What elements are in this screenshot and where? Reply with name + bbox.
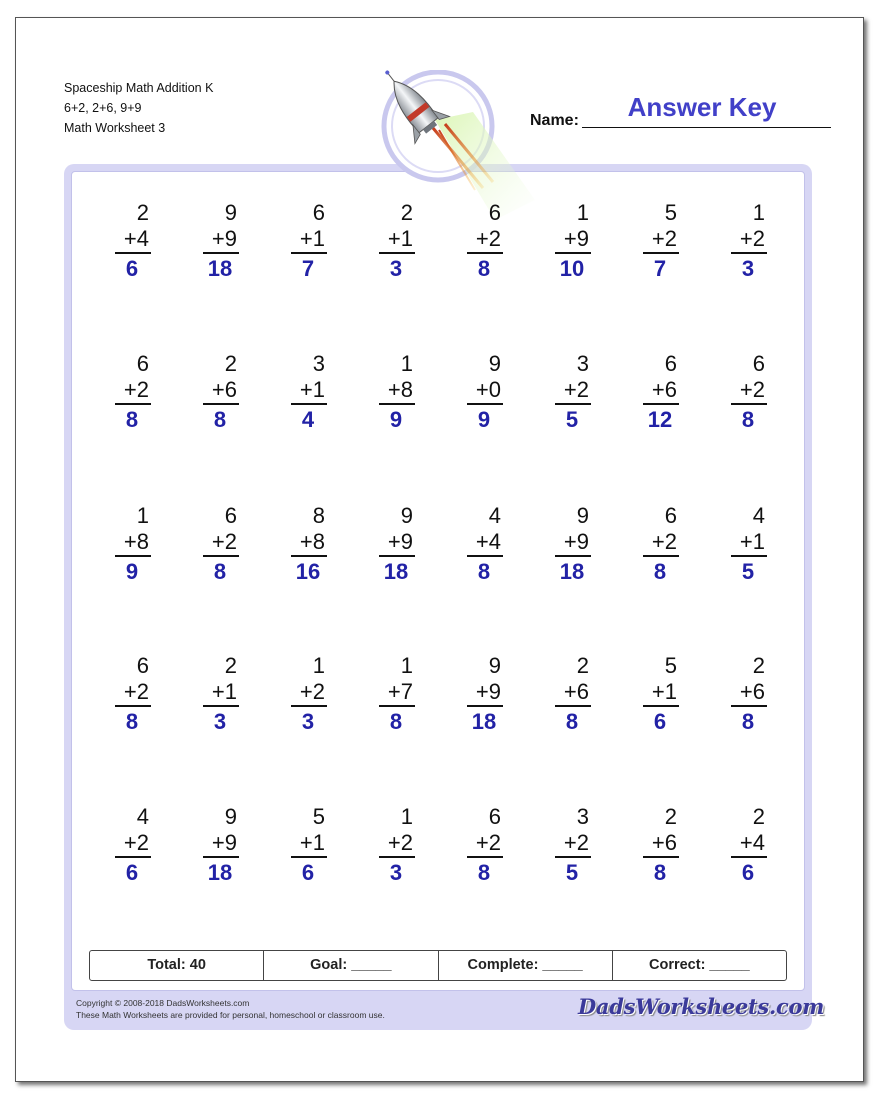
addend-bottom: +1	[299, 377, 325, 402]
addend-bottom: +2	[475, 830, 501, 855]
answer: 8	[477, 256, 491, 281]
addend-top: 2	[576, 653, 589, 678]
problem-1-7	[629, 200, 691, 284]
answer: 18	[207, 860, 233, 885]
addend-top: 6	[488, 200, 501, 225]
addend-top: 3	[312, 351, 325, 376]
problem-5-7	[629, 804, 691, 888]
problem-3-2	[189, 503, 251, 587]
problem-1-4	[365, 200, 427, 284]
addend-top: 6	[664, 503, 677, 528]
problem-2-8	[717, 351, 779, 435]
addend-top: 3	[576, 351, 589, 376]
problem-4-8	[717, 653, 779, 737]
answer: 10	[559, 256, 585, 281]
addend-top: 9	[488, 653, 501, 678]
problem-2-5	[453, 351, 515, 435]
problem-2-7	[629, 351, 691, 435]
answer: 8	[125, 407, 139, 432]
answer: 5	[741, 559, 755, 584]
problem-5-8	[717, 804, 779, 888]
addend-bottom: +2	[739, 377, 765, 402]
addend-bottom: +2	[651, 529, 677, 554]
addend-bottom: +2	[475, 226, 501, 251]
answer: 16	[295, 559, 321, 584]
problem-3-3	[277, 503, 339, 587]
problem-5-2	[189, 804, 251, 888]
name-line	[582, 127, 831, 128]
problem-4-6	[541, 653, 603, 737]
addend-bottom: +1	[299, 830, 325, 855]
answer: 5	[565, 407, 579, 432]
usage-notice: These Math Worksheets are provided for personal, homeschool or classroom use.	[76, 1010, 385, 1020]
answer: 8	[125, 709, 139, 734]
answer: 6	[301, 860, 315, 885]
addend-bottom: +2	[739, 226, 765, 251]
problem-4-2	[189, 653, 251, 737]
answer: 18	[207, 256, 233, 281]
problem-5-4	[365, 804, 427, 888]
answer: 7	[301, 256, 315, 281]
problem-5-5	[453, 804, 515, 888]
problem-4-7	[629, 653, 691, 737]
addend-top: 8	[312, 503, 325, 528]
addend-bottom: +6	[563, 679, 589, 704]
answer: 5	[565, 860, 579, 885]
addend-bottom: +2	[123, 377, 149, 402]
answer: 8	[477, 559, 491, 584]
problem-5-3	[277, 804, 339, 888]
addend-bottom: +2	[563, 830, 589, 855]
addend-bottom: +7	[387, 679, 413, 704]
answer: 8	[741, 407, 755, 432]
addend-bottom: +2	[299, 679, 325, 704]
addend-bottom: +9	[211, 830, 237, 855]
addend-top: 9	[224, 804, 237, 829]
problem-1-3	[277, 200, 339, 284]
problem-2-6	[541, 351, 603, 435]
addend-top: 2	[224, 351, 237, 376]
addend-top: 4	[488, 503, 501, 528]
problem-1-6	[541, 200, 603, 284]
addend-bottom: +1	[651, 679, 677, 704]
addend-top: 6	[664, 351, 677, 376]
addend-bottom: +0	[475, 377, 501, 402]
addend-top: 1	[576, 200, 589, 225]
problem-4-3	[277, 653, 339, 737]
worksheet-facts: 6+2, 2+6, 9+9	[64, 101, 142, 115]
answer: 3	[741, 256, 755, 281]
addend-bottom: +6	[651, 377, 677, 402]
answer: 8	[741, 709, 755, 734]
answer: 6	[653, 709, 667, 734]
addend-top: 9	[400, 503, 413, 528]
addend-bottom: +2	[123, 830, 149, 855]
problem-3-5	[453, 503, 515, 587]
answer: 8	[213, 559, 227, 584]
answer: 9	[477, 407, 491, 432]
answer: 18	[383, 559, 409, 584]
addend-bottom: +6	[211, 377, 237, 402]
addend-bottom: +4	[123, 226, 149, 251]
addend-top: 9	[224, 200, 237, 225]
problem-4-5	[453, 653, 515, 737]
addend-top: 9	[576, 503, 589, 528]
goal-field: Goal: _____	[264, 951, 438, 980]
problems-panel	[71, 171, 805, 991]
addend-top: 1	[312, 653, 325, 678]
copyright-text: Copyright © 2008-2018 DadsWorksheets.com	[76, 998, 250, 1008]
answer: 3	[389, 256, 403, 281]
total-count: Total: 40	[90, 951, 264, 980]
problem-1-8	[717, 200, 779, 284]
complete-field: Complete: _____	[439, 951, 613, 980]
score-bar	[89, 950, 787, 981]
addend-bottom: +8	[299, 529, 325, 554]
addend-top: 1	[400, 351, 413, 376]
addend-bottom: +9	[563, 529, 589, 554]
problem-3-1	[101, 503, 163, 587]
answer: 8	[565, 709, 579, 734]
answer: 8	[653, 860, 667, 885]
addend-top: 6	[136, 653, 149, 678]
worksheet-title: Spaceship Math Addition K	[64, 81, 214, 95]
addend-bottom: +9	[563, 226, 589, 251]
addend-bottom: +2	[123, 679, 149, 704]
addend-top: 2	[136, 200, 149, 225]
addend-bottom: +4	[739, 830, 765, 855]
addend-top: 1	[400, 804, 413, 829]
addend-top: 5	[312, 804, 325, 829]
answer: 3	[301, 709, 315, 734]
footer-copyright-block	[76, 997, 385, 1021]
addend-bottom: +6	[739, 679, 765, 704]
answer: 12	[647, 407, 673, 432]
addend-top: 6	[224, 503, 237, 528]
problem-3-7	[629, 503, 691, 587]
problem-3-6	[541, 503, 603, 587]
answer: 6	[125, 860, 139, 885]
answer: 3	[213, 709, 227, 734]
addend-top: 5	[664, 653, 677, 678]
problem-4-1	[101, 653, 163, 737]
problem-5-6	[541, 804, 603, 888]
addend-top: 6	[312, 200, 325, 225]
name-label: Name:	[530, 112, 579, 129]
addend-bottom: +6	[651, 830, 677, 855]
problem-1-5	[453, 200, 515, 284]
addend-top: 6	[136, 351, 149, 376]
addend-bottom: +9	[211, 226, 237, 251]
answer: 6	[741, 860, 755, 885]
addend-top: 4	[136, 804, 149, 829]
problem-3-4	[365, 503, 427, 587]
problem-2-1	[101, 351, 163, 435]
problem-1-1	[101, 200, 163, 284]
addend-top: 6	[752, 351, 765, 376]
addend-bottom: +1	[387, 226, 413, 251]
addend-bottom: +2	[387, 830, 413, 855]
addend-bottom: +8	[387, 377, 413, 402]
addend-top: 1	[400, 653, 413, 678]
correct-field: Correct: _____	[649, 957, 750, 973]
answer: 18	[471, 709, 497, 734]
brand-logo: DadsWorksheets.com	[578, 994, 825, 1019]
addend-top: 2	[752, 804, 765, 829]
answer: 8	[653, 559, 667, 584]
addend-bottom: +9	[387, 529, 413, 554]
addend-top: 6	[488, 804, 501, 829]
problem-3-8	[717, 503, 779, 587]
addend-bottom: +8	[123, 529, 149, 554]
answer: 8	[477, 860, 491, 885]
problem-4-4	[365, 653, 427, 737]
answer: 7	[653, 256, 667, 281]
addend-bottom: +2	[651, 226, 677, 251]
answer: 6	[125, 256, 139, 281]
addend-top: 1	[752, 200, 765, 225]
answer: 4	[301, 407, 315, 432]
addend-top: 1	[136, 503, 149, 528]
addend-bottom: +2	[211, 529, 237, 554]
addend-top: 2	[400, 200, 413, 225]
problem-2-4	[365, 351, 427, 435]
addend-top: 5	[664, 200, 677, 225]
problem-2-2	[189, 351, 251, 435]
addend-bottom: +2	[563, 377, 589, 402]
addend-top: 4	[752, 503, 765, 528]
addend-bottom: +9	[475, 679, 501, 704]
answer: 8	[389, 709, 403, 734]
addend-top: 2	[664, 804, 677, 829]
addend-top: 9	[488, 351, 501, 376]
worksheet-number: Math Worksheet 3	[64, 121, 166, 135]
addend-top: 2	[752, 653, 765, 678]
addend-bottom: +4	[475, 529, 501, 554]
answer: 8	[213, 407, 227, 432]
addend-top: 3	[576, 804, 589, 829]
addend-bottom: +1	[299, 226, 325, 251]
problem-2-3	[277, 351, 339, 435]
answer: 9	[125, 559, 139, 584]
addend-bottom: +1	[739, 529, 765, 554]
problem-1-2	[189, 200, 251, 284]
addend-bottom: +1	[211, 679, 237, 704]
answer: 18	[559, 559, 585, 584]
problem-5-1	[101, 804, 163, 888]
answer: 3	[389, 860, 403, 885]
answer: 9	[389, 407, 403, 432]
rocket-icon	[375, 70, 535, 220]
worksheet-info	[64, 78, 213, 138]
answer-key-title: Answer Key	[627, 92, 777, 122]
addend-top: 2	[224, 653, 237, 678]
